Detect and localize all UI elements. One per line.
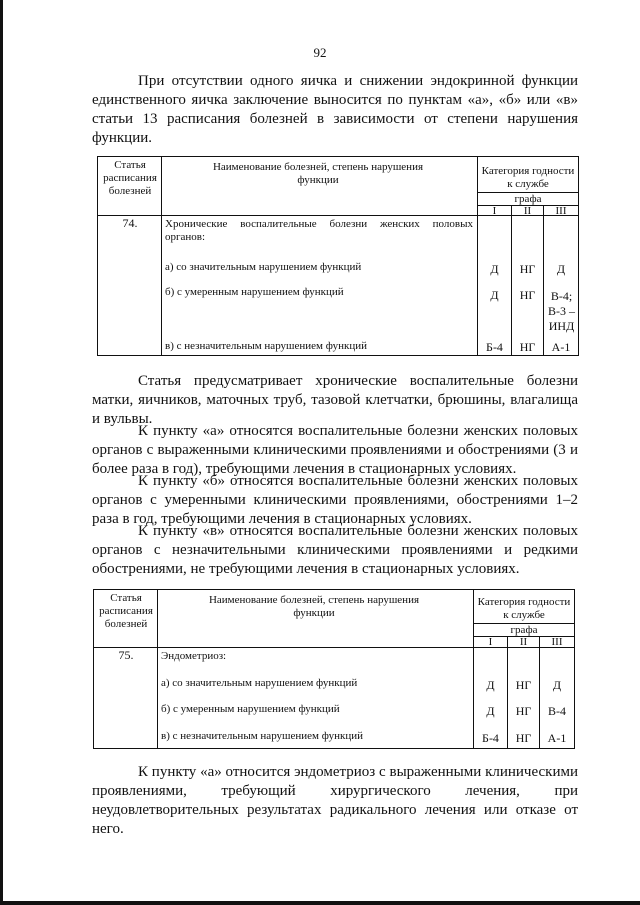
row-a-g3: Д xyxy=(552,678,562,692)
intro-paragraph: При отсутствии одного яичка и снижении эндокринной функции единственного яичка заключение выносится по пунктам «а», «б» или «в» статьи 13 расписания болезней в зависимости от степени нарушения функции. xyxy=(92,73,578,146)
row-b-name: б) с умеренным нарушением функций xyxy=(161,703,340,715)
header-col-2: II xyxy=(519,636,528,648)
table-2 xyxy=(93,589,575,749)
row-c-name: в) с незначительным нарушением функций xyxy=(161,730,364,742)
header-name: Наименование болезней, степень нарушения функции xyxy=(212,161,424,186)
header-category: Категория годности к службе xyxy=(481,165,575,190)
row-c-g2: НГ xyxy=(519,340,536,354)
paragraph-point-c: К пункту «в» относятся воспалительные болезни женских половых органов с незначительными клиническими проявлениями и редкими обострениями, не требующими лечения в стационарных условиях. xyxy=(92,523,578,577)
row-a-g3: Д xyxy=(556,262,566,276)
row-a-g2: НГ xyxy=(515,678,532,692)
header-col-3: III xyxy=(555,205,567,217)
paragraph-point-a: К пункту «а» относятся воспалительные болезни женских половых органов с выраженными клиническими проявлениями и обострениями (3 и более раза в год), требующими лечения в стационарных условиях. xyxy=(92,423,578,477)
header-column-group: графа xyxy=(510,624,538,636)
header-col-2: II xyxy=(523,205,532,217)
row-b-g3: В-4 xyxy=(548,704,566,718)
final-paragraph: К пункту «а» относится эндометриоз с выраженными клиническими проявлениями, требующий хирургического лечения, при неудовлетворительных результатах радикального лечения или отказе от него. xyxy=(92,764,578,837)
paragraph-article-scope: Статья предусматривает хронические воспалительные болезни матки, яичников, маточных труб, тазовой клетчатки, брюшины, влагалища и вульвы. xyxy=(92,373,578,427)
row-c-g3: А-1 xyxy=(547,731,567,745)
row-c-g1: Б-4 xyxy=(486,340,503,354)
header-article: Статья расписания болезней xyxy=(99,592,153,630)
row-b-g2: НГ xyxy=(515,704,532,718)
table-1 xyxy=(97,156,579,356)
row-a-name: а) со значительным нарушением функций xyxy=(161,677,358,689)
row-a-name: а) со значительным нарушением функций xyxy=(165,261,362,273)
row-c-g3: А-1 xyxy=(551,340,571,354)
disease-title: Хронические воспалительные болезни женских половых органов: xyxy=(165,218,473,243)
row-c-g1: Б-4 xyxy=(482,731,499,745)
row-b-g2: НГ xyxy=(519,288,536,302)
row-b-name: б) с умеренным нарушением функций xyxy=(165,286,344,298)
row-a-g1: Д xyxy=(486,678,495,692)
row-b-g3: В-4; В-3 – ИНД xyxy=(548,289,575,333)
scan-edge-bottom xyxy=(0,901,640,905)
row-c-name: в) с незначительным нарушением функций xyxy=(165,340,368,352)
header-col-1: I xyxy=(488,636,493,648)
header-col-1: I xyxy=(492,205,497,217)
paragraph-point-b: К пункту «б» относятся воспалительные болезни женских половых органов с умеренными клиническими проявлениями, обострениями 1–2 раза в год, требующими лечения в стационарных условиях. xyxy=(92,473,578,527)
header-article: Статья расписания болезней xyxy=(103,159,157,197)
scan-edge-left xyxy=(0,0,3,905)
article-number: 74. xyxy=(122,216,138,230)
header-column-group: графа xyxy=(514,193,542,205)
row-b-g1: Д xyxy=(490,288,499,302)
header-col-3: III xyxy=(551,636,563,648)
page-number: 92 xyxy=(313,45,327,60)
row-c-g2: НГ xyxy=(515,731,532,745)
article-number: 75. xyxy=(118,648,134,662)
row-b-g1: Д xyxy=(486,704,495,718)
row-a-g2: НГ xyxy=(519,262,536,276)
header-name: Наименование болезней, степень нарушения функции xyxy=(208,594,420,619)
header-category: Категория годности к службе xyxy=(477,596,571,621)
disease-title: Эндометриоз: xyxy=(161,650,227,662)
row-a-g1: Д xyxy=(490,262,499,276)
